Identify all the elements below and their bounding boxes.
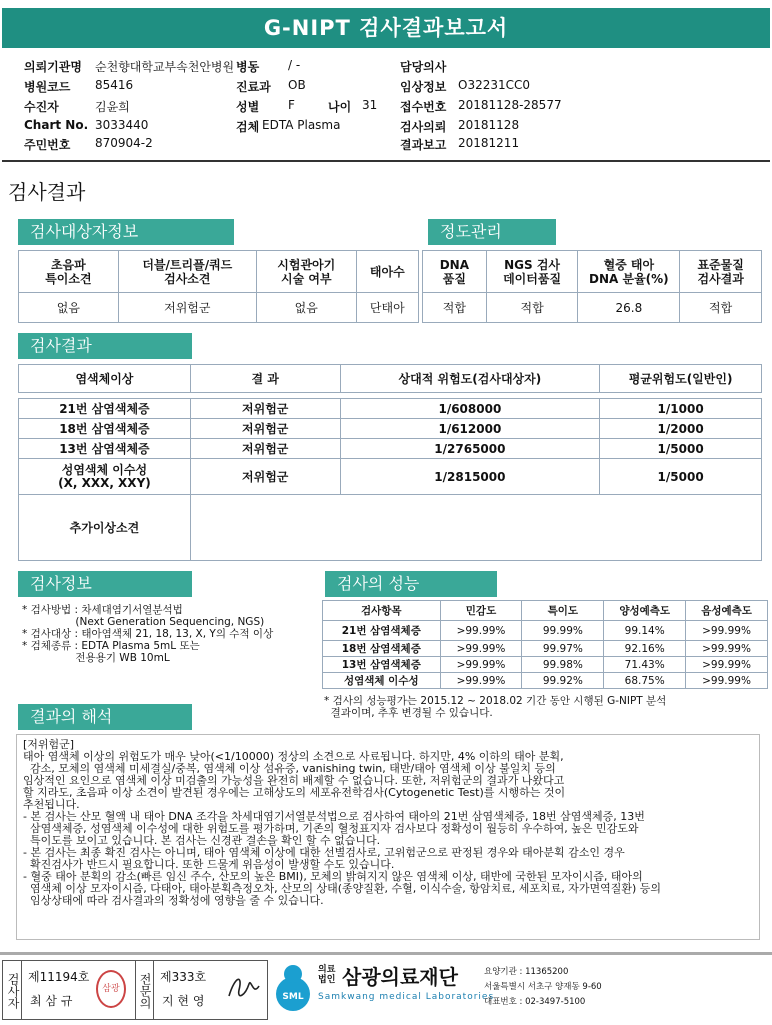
results-cell: 저위험군 xyxy=(190,439,340,459)
qc-value: 적합 xyxy=(486,293,578,323)
interpretation-line: 추천됩니다. xyxy=(23,798,80,811)
results-cell: 1/5000 xyxy=(600,459,762,495)
hdr-label: 성별 xyxy=(236,100,260,114)
contact-line: 서울특별시 서초구 양재동 9-60 xyxy=(484,982,602,992)
table-row xyxy=(19,399,762,419)
qc-header: NGS 검사 데이터품질 xyxy=(486,251,578,293)
extra-findings-value xyxy=(190,495,761,561)
subject-value: 없음 xyxy=(19,293,119,323)
performance-cell: 99.98% xyxy=(522,657,604,673)
test-info-line: * 검체종류 : EDTA Plasma 5mL 또는 xyxy=(22,640,200,652)
hdr-label: 주민번호 xyxy=(24,138,71,152)
interpretation-box xyxy=(16,734,760,940)
hdr-label: 병원코드 xyxy=(24,80,71,94)
table-row xyxy=(323,657,768,673)
subject-value: 저위험군 xyxy=(118,293,256,323)
results-header: 결 과 xyxy=(190,365,340,393)
results-cell: 저위험군 xyxy=(190,419,340,439)
hdr-label: 접수번호 xyxy=(400,100,447,114)
qc-value: 26.8 xyxy=(578,293,680,323)
hdr-value: / - xyxy=(288,58,301,72)
results-header: 평균위험도(일반인) xyxy=(600,365,762,393)
test-info-line: 전용용기 WB 10mL xyxy=(22,652,170,664)
tester-name: 최 삼 규 xyxy=(30,994,73,1008)
performance-cell: 92.16% xyxy=(604,641,686,657)
seal-icon: 삼광 xyxy=(96,970,126,1008)
results-cell: 1/5000 xyxy=(600,439,762,459)
hdr-value: O32231CC0 xyxy=(458,78,531,92)
performance-cell: 99.92% xyxy=(522,673,604,689)
performance-cell: 99.97% xyxy=(522,641,604,657)
interpretation-line: 감소, 모체의 염색체 미세결실/중복, 염색체 이상 섬유증, vanishing twin, 태반/태아 염색체 이상 불일치 등의 xyxy=(23,762,556,775)
performance-cell: 99.99% xyxy=(522,621,604,641)
subject-header: 초음파 특이소견 xyxy=(19,251,119,293)
table-row xyxy=(19,459,762,495)
performance-cell: >99.99% xyxy=(440,621,522,641)
results-cell: 13번 삼염색체증 xyxy=(19,439,191,459)
performance-cell: >99.99% xyxy=(686,673,768,689)
hdr-value: 31 xyxy=(362,98,378,112)
results-cell: 성염색체 이수성 (X, XXX, XXY) xyxy=(19,459,191,495)
performance-cell: >99.99% xyxy=(440,641,522,657)
signature-icon xyxy=(225,966,263,1008)
hdr-label: 의뢰기관명 xyxy=(24,60,82,74)
hdr-value: 순천향대학교부속천안병원 xyxy=(95,60,235,74)
performance-table xyxy=(322,600,768,689)
hdr-value: 85416 xyxy=(95,78,134,92)
results-cell: 1/612000 xyxy=(340,419,600,439)
hdr-value: 20181211 xyxy=(458,136,520,150)
performance-tab: 검사의 성능 xyxy=(325,571,497,597)
results-cell: 1/2000 xyxy=(600,419,762,439)
results-cell: 1/2765000 xyxy=(340,439,600,459)
interpretation-line: - 본 검사는 산모 혈액 내 태아 DNA 조각을 차세대염기서열분석법으로 검사하여 태아의 21번 삼염색체증, 18번 삼염색체증, 13번 xyxy=(23,810,645,823)
results-cell: 1/1000 xyxy=(600,399,762,419)
performance-header: 특이도 xyxy=(522,601,604,621)
interpretation-line: - 혈중 태아 분획의 감소(빠른 임신 주수, 산모의 높은 BMI), 모체의 밝혀지지 않은 염색체 이상, 태반에 국한된 모자이시즘, 태아의 xyxy=(23,870,643,883)
hdr-label: 담당의사 xyxy=(400,60,447,74)
qc-value: 적합 xyxy=(680,293,762,323)
hdr-label: 결과보고 xyxy=(400,138,447,152)
hdr-label: 임상정보 xyxy=(400,80,447,94)
results-cell: 18번 삼염색체증 xyxy=(19,419,191,439)
interpretation-line: [저위험군] xyxy=(23,738,75,751)
qc-header: 혈중 태아 DNA 분율(%) xyxy=(578,251,680,293)
hdr-value: 김윤희 xyxy=(95,100,130,114)
table-row xyxy=(19,495,762,561)
performance-cell: 21번 삼염색체증 xyxy=(323,621,441,641)
table-row xyxy=(323,621,768,641)
table-row xyxy=(19,439,762,459)
results-header: 염색체이상 xyxy=(19,365,191,393)
qc-header: 표준물질 검사결과 xyxy=(680,251,762,293)
qc-value: 적합 xyxy=(423,293,487,323)
interpretation-line: 확진검사가 반드시 필요합니다. 또한 드물게 위음성이 발생할 수도 있습니다. xyxy=(23,858,395,871)
performance-cell: 99.14% xyxy=(604,621,686,641)
performance-header: 검사항목 xyxy=(323,601,441,621)
results-tab: 검사결과 xyxy=(18,333,192,359)
hdr-label: Chart No. xyxy=(24,118,89,132)
report-title: G-NIPT 검사결과보고서 xyxy=(2,8,770,48)
test-info-tab: 검사정보 xyxy=(18,571,192,597)
footer-divider xyxy=(0,952,772,955)
hdr-label: 병동 xyxy=(236,60,260,74)
tester-number: 제11194호 xyxy=(28,970,90,984)
results-table xyxy=(18,364,762,561)
interpretation-line: 임상적인 요인으로 염색체 이상 미검출의 가능성을 완전히 배제할 수 없습니다. 또한, 저위험군의 결과가 나왔다고 xyxy=(23,774,565,787)
table-row xyxy=(323,641,768,657)
performance-header: 음성예측도 xyxy=(686,601,768,621)
hdr-value: F xyxy=(288,98,295,112)
performance-note: * 검사의 성능평가는 2015.12 ~ 2018.02 기간 동안 시행된 G-NIPT 분석 xyxy=(324,695,667,707)
subject-value: 단태아 xyxy=(356,293,418,323)
performance-cell: >99.99% xyxy=(686,641,768,657)
results-cell: 21번 삼염색체증 xyxy=(19,399,191,419)
hdr-value: 870904-2 xyxy=(95,136,153,150)
interpretation-tab: 결과의 해석 xyxy=(18,704,192,730)
contact-line: 대표번호 : 02-3497-5100 xyxy=(484,997,586,1007)
subject-value: 없음 xyxy=(256,293,356,323)
hdr-label: 진료과 xyxy=(236,80,271,94)
hdr-value: EDTA Plasma xyxy=(262,118,341,132)
extra-findings-label: 추가이상소견 xyxy=(19,495,191,561)
org-prefix: 의료법인 xyxy=(318,965,336,985)
qc-header: DNA 품질 xyxy=(423,251,487,293)
performance-cell: >99.99% xyxy=(440,657,522,673)
qc-table xyxy=(422,250,762,323)
hdr-value: OB xyxy=(288,78,306,92)
table-row xyxy=(323,673,768,689)
performance-cell: 18번 삼염색체증 xyxy=(323,641,441,657)
subject-info-table xyxy=(18,250,419,323)
contact-line: 요양기관 : 11365200 xyxy=(484,967,569,977)
interpretation-line: 임상상태에 따라 검사결과의 정확성에 영향을 줄 수 있습니다. xyxy=(23,894,324,907)
performance-cell: 71.43% xyxy=(604,657,686,673)
qc-tab: 정도관리 xyxy=(428,219,556,245)
interpretation-line: - 본 검사는 최종 확진 검사는 아니며, 태아 염색체 이상에 대한 선별검사로, 고위험군으로 판정된 경우와 태아분획 감소인 경우 xyxy=(23,846,625,859)
org-english-name: Samkwang medical Laboratories xyxy=(318,992,495,1002)
interpretation-line: 염색체 이상 모자이시즘, 다태아, 태아분획측정오차, 산모의 상태(종양질환, 수혈, 이식수술, 항암치료, 세포치료, 자가면역질환) 등의 xyxy=(23,882,662,895)
physician-name: 지 현 영 xyxy=(162,994,205,1008)
subject-header: 더블/트리플/쿼드 검사소견 xyxy=(118,251,256,293)
subject-header: 시험관아기 시술 여부 xyxy=(256,251,356,293)
hdr-label: 나이 xyxy=(328,100,352,114)
subject-header: 태아수 xyxy=(356,251,418,293)
physician-number: 제333호 xyxy=(160,970,207,984)
hdr-label: 검체 xyxy=(236,120,260,134)
interpretation-line: 특이도를 보이고 있습니다. 본 검사는 신경관 결손을 확인 할 수 없습니다. xyxy=(23,834,381,847)
performance-cell: 68.75% xyxy=(604,673,686,689)
hdr-label: 수진자 xyxy=(24,100,59,114)
subject-info-tab: 검사대상자정보 xyxy=(18,219,234,245)
results-header: 상대적 위험도(검사대상자) xyxy=(340,365,600,393)
interpretation-line: 태아 염색체 이상의 위험도가 매우 낮아(<1/10000) 정상의 소견으로 사료됩니다. 하지만, 4% 이하의 태아 분획, xyxy=(23,750,564,763)
interpretation-line: 할 지라도, 초음파 이상 소견이 발견된 경우에는 고해상도의 세포유전학검사(Cytogenetic Test)를 시행하는 것이 xyxy=(23,786,566,799)
results-cell: 1/2815000 xyxy=(340,459,600,495)
performance-header: 민감도 xyxy=(440,601,522,621)
performance-cell: >99.99% xyxy=(440,673,522,689)
results-cell: 저위험군 xyxy=(190,459,340,495)
tester-label: 검사자 xyxy=(6,973,20,1009)
performance-cell: >99.99% xyxy=(686,657,768,673)
test-info-line: * 검사대상 : 태아염색체 21, 18, 13, X, Y의 수적 이상 xyxy=(22,628,274,640)
interpretation-line: 삼염색체증, 성염색체 이수성에 대한 위험도를 평가하며, 기존의 혈청표지자 검사보다 정확성이 월등히 우수하여, 높은 민감도와 xyxy=(23,822,639,835)
test-info-line: * 검사방법 : 차세대염기서열분석법 xyxy=(22,604,183,616)
hdr-label: 검사의뢰 xyxy=(400,120,447,134)
sml-logo-icon xyxy=(272,962,314,1014)
hdr-value: 20181128-28577 xyxy=(458,98,562,112)
performance-header: 양성예측도 xyxy=(604,601,686,621)
test-info-line: (Next Generation Sequencing, NGS) xyxy=(22,616,265,628)
performance-cell: 성염색체 이수성 xyxy=(323,673,441,689)
header-divider xyxy=(2,160,770,162)
hdr-value: 20181128 xyxy=(458,118,520,132)
results-cell: 저위험군 xyxy=(190,399,340,419)
physician-label: 전문의 xyxy=(138,973,152,1009)
svg-text:SML: SML xyxy=(282,992,304,1002)
results-cell: 1/608000 xyxy=(340,399,600,419)
performance-cell: >99.99% xyxy=(686,621,768,641)
section-title: 검사결과 xyxy=(8,180,86,204)
performance-note: 결과이며, 추후 변경될 수 있습니다. xyxy=(324,707,493,719)
hdr-value: 3033440 xyxy=(95,118,149,132)
performance-cell: 13번 삼염색체증 xyxy=(323,657,441,673)
table-row xyxy=(19,419,762,439)
org-name: 삼광의료재단 xyxy=(342,965,458,989)
